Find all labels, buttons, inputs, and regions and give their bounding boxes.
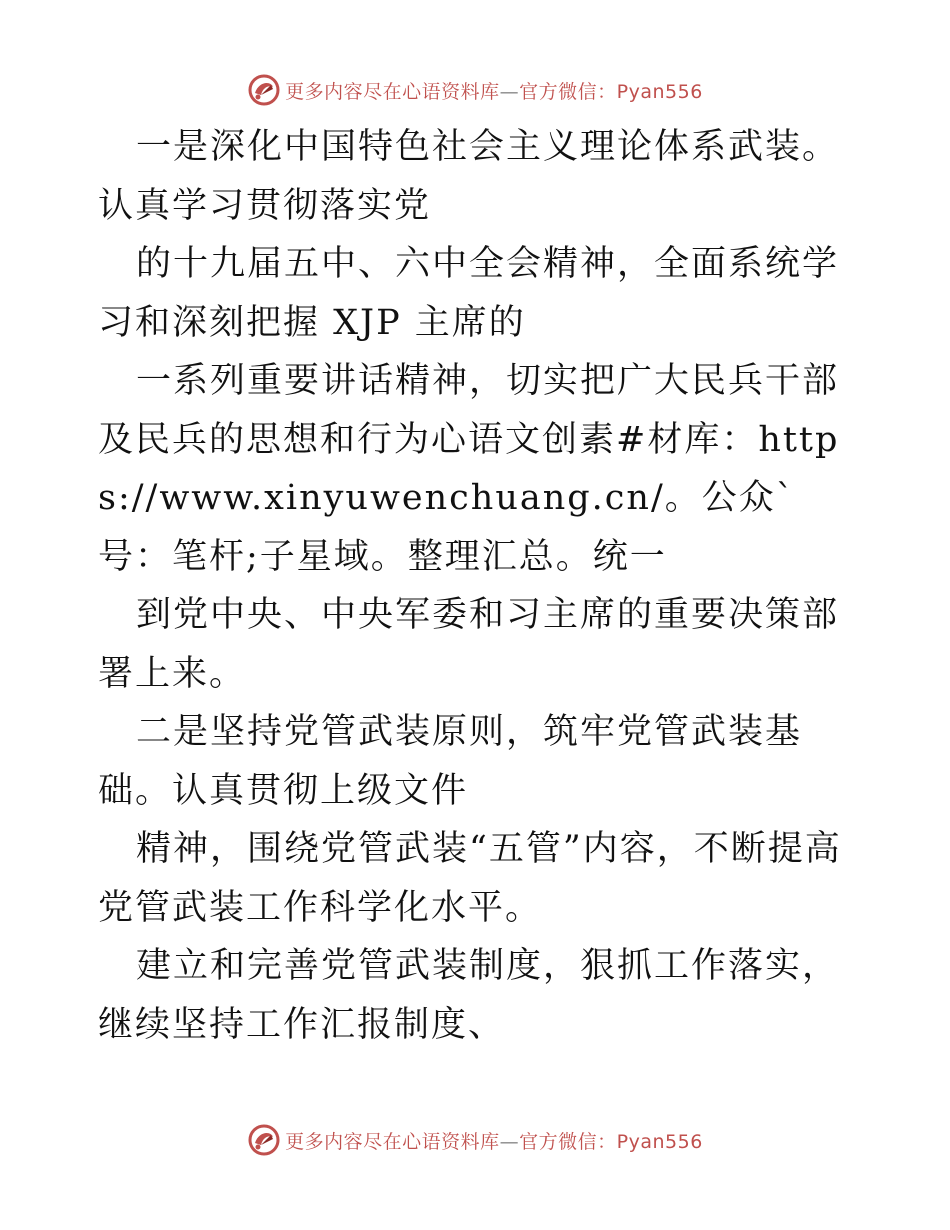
document-body	[98, 118, 858, 1054]
footer-banner-text	[285, 1127, 703, 1154]
banner-brand-text: 更多内容尽在心语资料库	[285, 1130, 500, 1153]
red-swirl-logo-icon	[247, 73, 281, 107]
paragraph: 的十九届五中、六中全会精神，全面系统学习和深刻把握 XJP 主席的	[98, 244, 840, 343]
paragraph: 到党中央、中央军委和习主席的重要决策部署上来。	[98, 595, 840, 694]
paragraph: 精神，围绕党管武装“五管”内容，不断提高党管武装工作科学化水平。	[98, 829, 842, 928]
paragraph: 二是坚持党管武装原则，筑牢党管武装基础。认真贯彻上级文件	[98, 712, 803, 811]
red-swirl-logo-icon	[247, 1123, 281, 1157]
paragraph: 一是深化中国特色社会主义理论体系武装。认真学习贯彻落实党	[98, 127, 840, 226]
paragraph: 一系列重要讲话精神，切实把广大民兵干部及民兵的思想和行为心语文创素#材库：https://www.xinyuwenchuang.cn/。公众`号：笔杆;子星域。整理汇总。统一	[98, 361, 840, 577]
banner-contact-text: 官方微信：Pyan556	[519, 80, 703, 103]
banner-contact-text: 官方微信：Pyan556	[519, 1130, 703, 1153]
header-watermark-banner	[0, 70, 950, 110]
paragraph: 建立和完善党管武装制度，狠抓工作落实，继续坚持工作汇报制度、	[98, 946, 840, 1045]
banner-brand-text: 更多内容尽在心语资料库	[285, 80, 500, 103]
footer-watermark-banner	[0, 1120, 950, 1160]
header-banner-text	[285, 77, 703, 104]
banner-separator: —	[499, 1130, 520, 1153]
banner-separator: —	[499, 80, 520, 103]
